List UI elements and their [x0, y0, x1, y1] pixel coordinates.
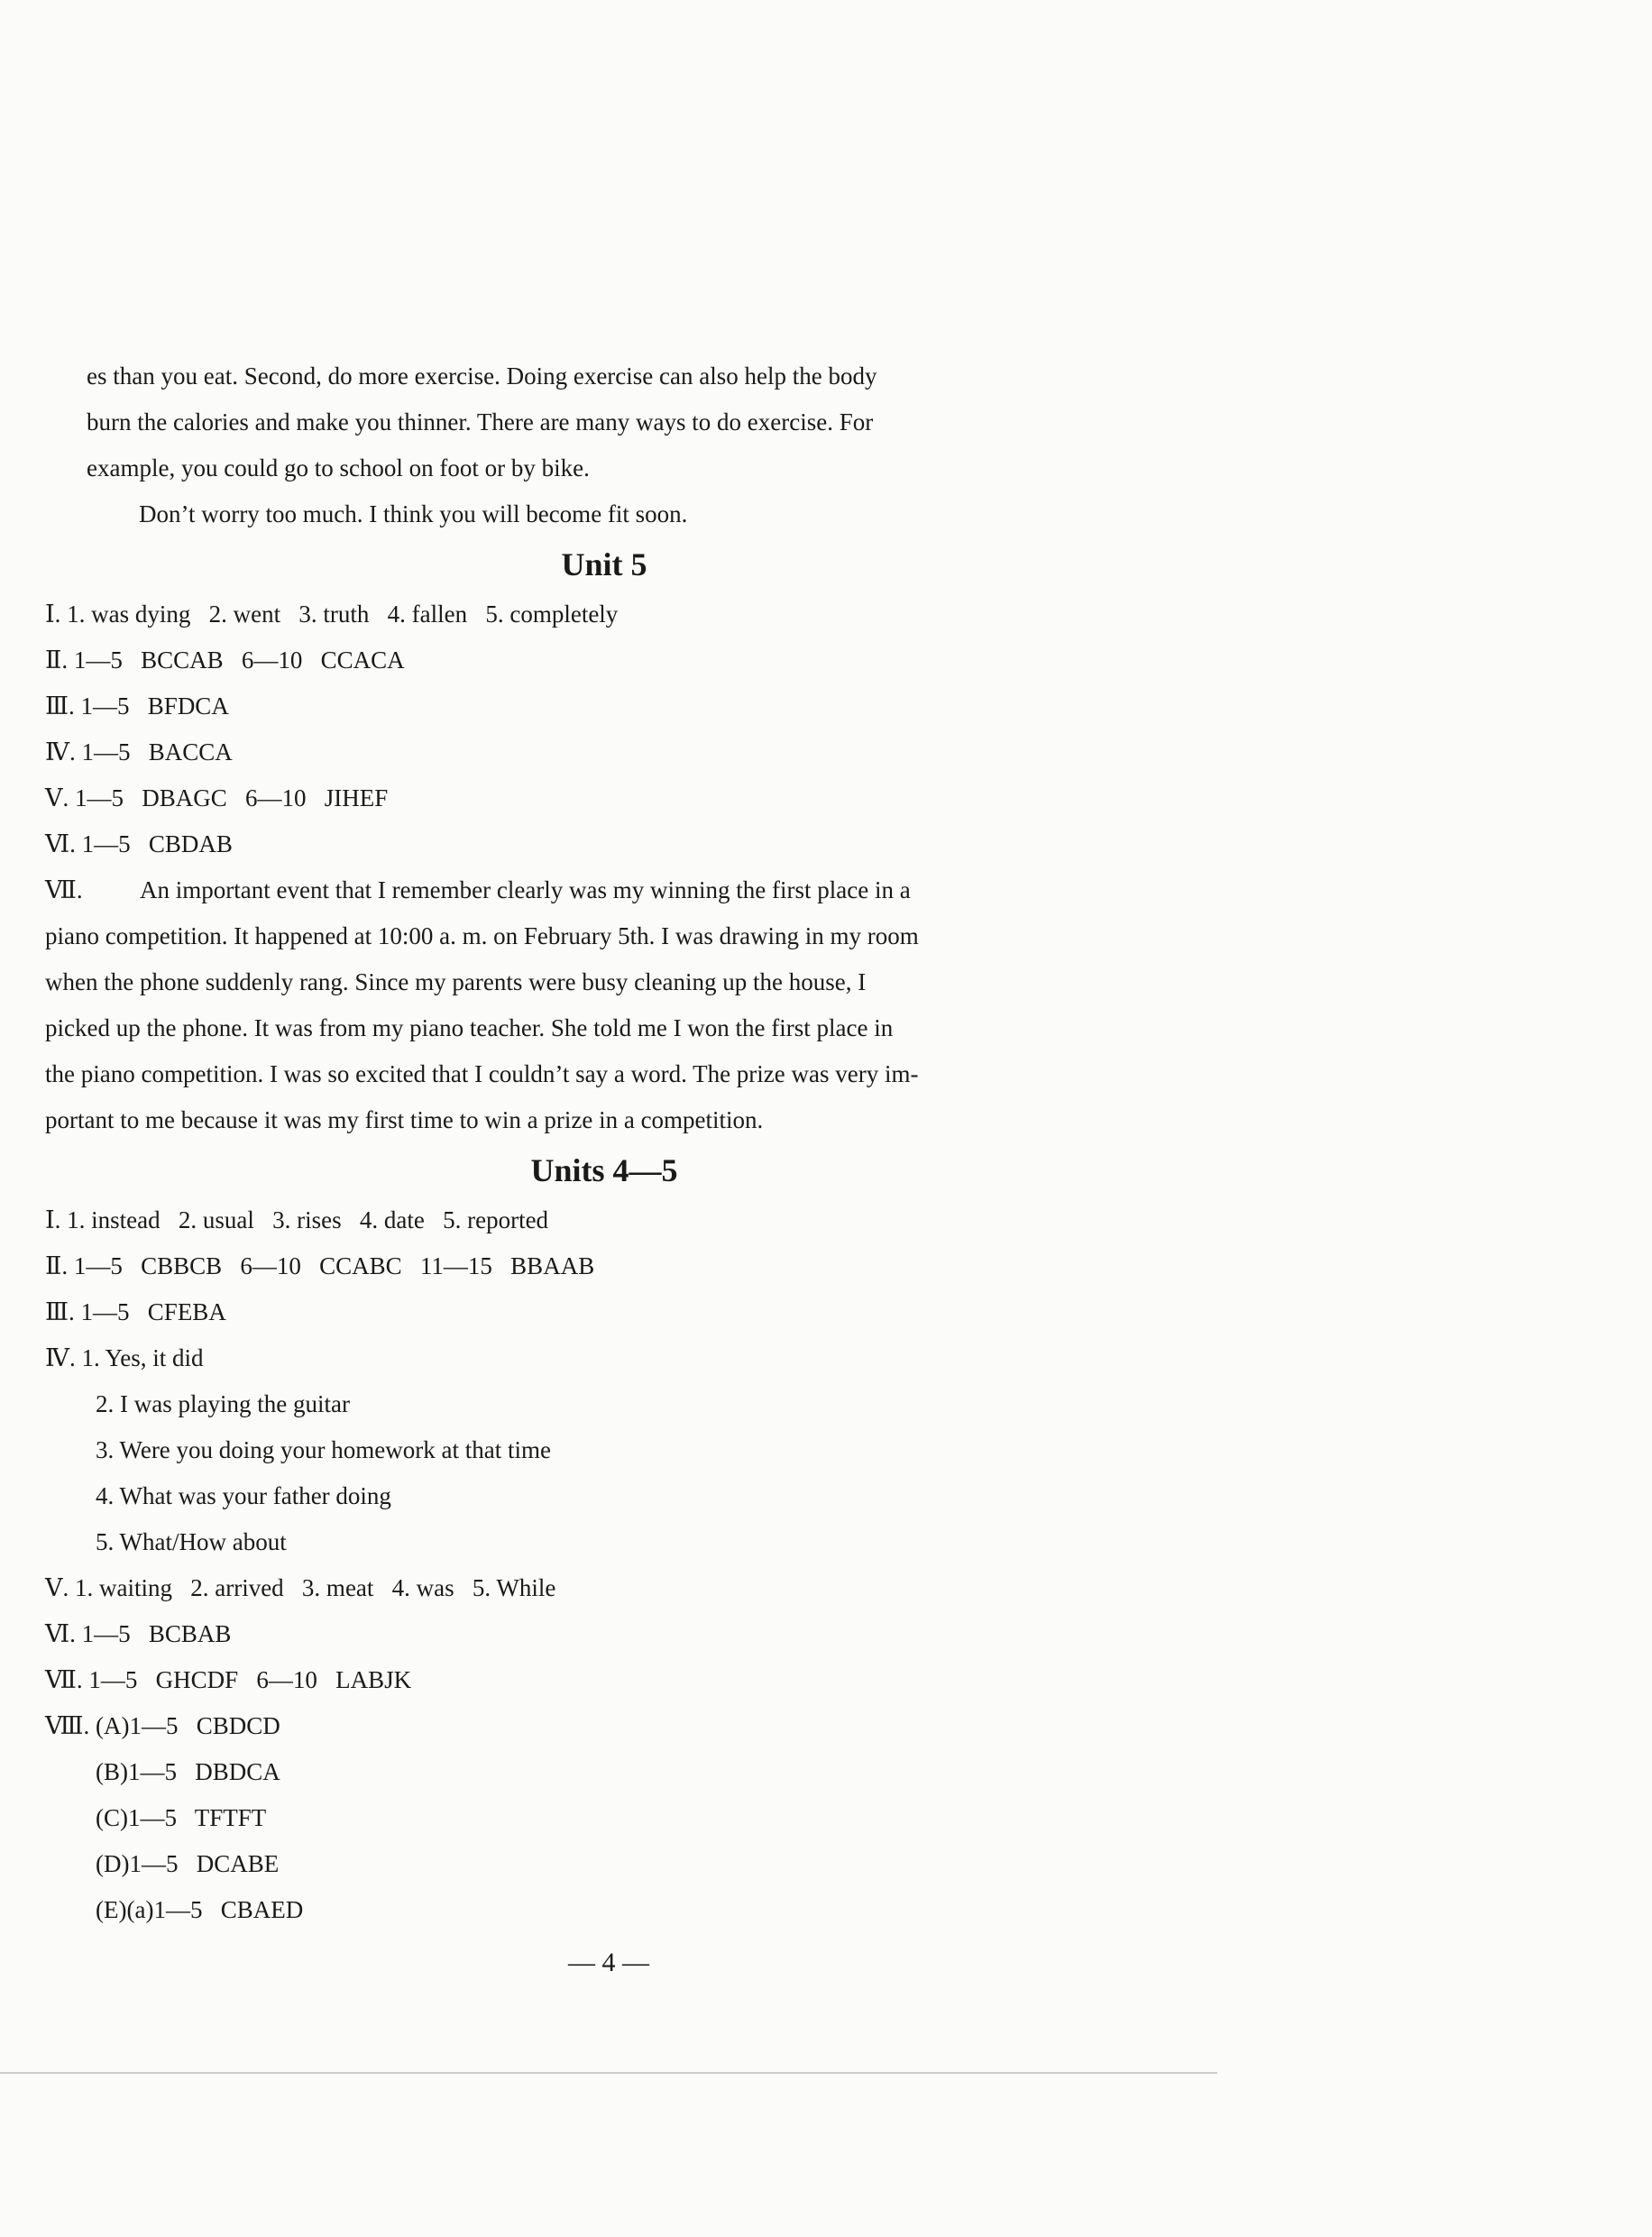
answer-line: Ⅴ. 1—5 DBAGC 6—10 JIHEF — [45, 784, 389, 811]
essay-line: An important event that I remember clearly was my winning the first place in a — [140, 876, 911, 903]
answer-sub-line: (B)1—5 DBDCA — [96, 1758, 280, 1785]
essay-label: Ⅶ. — [45, 876, 83, 903]
intro-line: es than you eat. Second, do more exercise. Doing exercise can also help the body — [87, 362, 877, 390]
answer-line: Ⅵ. 1—5 CBDAB — [45, 830, 233, 857]
answer-sub-line: 5. What/How about — [96, 1528, 287, 1555]
intro-line: example, you could go to school on foot or by bike. — [87, 454, 590, 481]
unit5-essay — [45, 867, 1127, 1143]
unit5-title: Unit 5 — [561, 546, 647, 582]
answer-line: Ⅱ. 1—5 BCCAB 6—10 CCACA — [45, 646, 405, 674]
essay-line: the piano competition. I was so excited that I couldn’t say a word. The prize was very im- — [45, 1060, 919, 1087]
units45-section — [45, 1143, 1127, 1933]
answer-line: Ⅷ. (A)1—5 CBDCD — [45, 1712, 280, 1739]
answer-line: Ⅳ. 1—5 BACCA — [45, 738, 233, 766]
answer-line: Ⅳ. 1. Yes, it did — [45, 1344, 204, 1371]
intro-closing: Don’t worry too much. I think you will become fit soon. — [139, 500, 688, 527]
essay-line: picked up the phone. It was from my piano teacher. She told me I won the first place in — [45, 1014, 894, 1041]
answer-line: Ⅱ. 1—5 CBBCB 6—10 CCABC 11—15 BBAAB — [45, 1252, 595, 1279]
answer-line: Ⅵ. 1—5 BCBAB — [45, 1620, 232, 1647]
essay-line: piano competition. It happened at 10:00 a. m. on February 5th. I was drawing in my room — [45, 922, 919, 949]
units45-title: Units 4—5 — [530, 1152, 678, 1188]
answer-line: Ⅶ. 1—5 GHCDF 6—10 LABJK — [45, 1666, 412, 1693]
answer-line: Ⅲ. 1—5 BFDCA — [45, 692, 229, 720]
document-body — [45, 353, 1127, 1933]
page-edge-line — [0, 2072, 1217, 2074]
essay-line: when the phone suddenly rang. Since my parents were busy cleaning up the house, I — [45, 968, 867, 995]
intro-section — [45, 353, 1127, 537]
answer-line: Ⅰ. 1. was dying 2. went 3. truth 4. fallen 5. completely — [45, 601, 619, 628]
answer-sub-line: (E)(a)1—5 CBAED — [96, 1896, 304, 1923]
answer-line: Ⅰ. 1. instead 2. usual 3. rises 4. date 5. reported — [45, 1206, 549, 1233]
answer-sub-line: (C)1—5 TFTFT — [96, 1804, 267, 1831]
intro-line: burn the calories and make you thinner. There are many ways to do exercise. For — [87, 408, 874, 435]
unit5-section — [45, 537, 1127, 1143]
essay-first-line — [45, 867, 1127, 913]
essay-line: portant to me because it was my first time to win a prize in a competition. — [45, 1106, 764, 1133]
answer-sub-line: 4. What was your father doing — [96, 1482, 391, 1509]
answer-line: Ⅴ. 1. waiting 2. arrived 3. meat 4. was 5. While — [45, 1574, 556, 1601]
answer-sub-line: (D)1—5 DCABE — [96, 1850, 280, 1877]
answer-sub-line: 2. I was playing the guitar — [96, 1390, 350, 1417]
page-number: — 4 — — [568, 1948, 649, 1977]
answer-line: Ⅲ. 1—5 CFEBA — [45, 1298, 226, 1325]
answer-sub-line: 3. Were you doing your homework at that time — [96, 1436, 551, 1463]
